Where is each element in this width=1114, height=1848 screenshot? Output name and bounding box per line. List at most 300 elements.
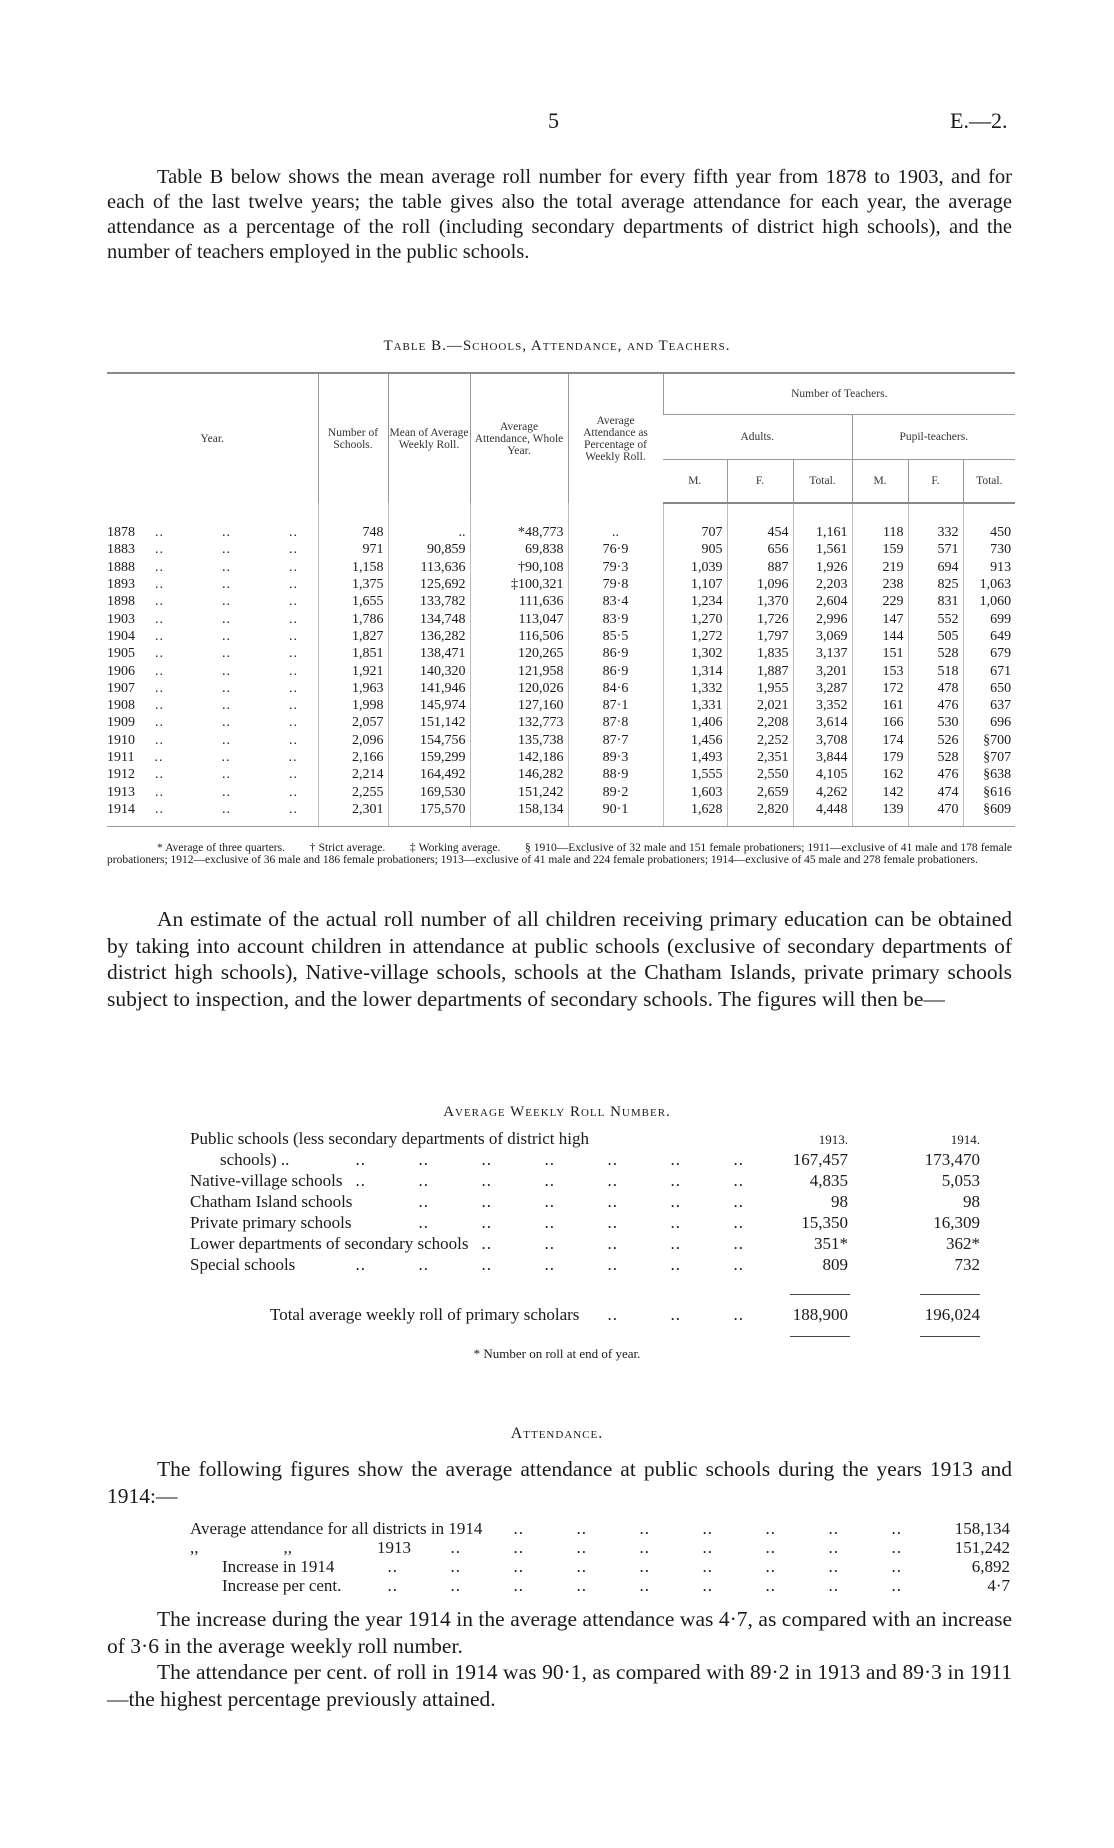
table-row xyxy=(107,628,1015,645)
leader-dots: .. xyxy=(289,732,298,748)
table-row xyxy=(107,680,1015,697)
cell-adults-m: 1,628 xyxy=(663,801,727,827)
cell-attendance: 158,134 xyxy=(470,801,568,827)
subtotal-rule-1913 xyxy=(790,1294,850,1295)
cell-pupil-f: 470 xyxy=(908,801,963,827)
cell-mean-roll: 113,636 xyxy=(388,559,470,576)
year-value: 1878 xyxy=(107,524,135,540)
footnote-dagger: † Strict average. xyxy=(309,842,386,854)
cell-mean-roll: .. xyxy=(388,503,470,541)
leader-dots: .. xyxy=(222,801,231,817)
attendance-row xyxy=(190,1518,1010,1539)
table-row xyxy=(107,645,1015,662)
cell-mean-roll: 145,974 xyxy=(388,697,470,714)
weekly-roll-note: * Number on roll at end of year. xyxy=(473,1346,641,1361)
cell-pupil-m: 179 xyxy=(852,749,908,766)
cell-pupil-f: 825 xyxy=(908,576,963,593)
leader-dots: .. xyxy=(155,698,164,714)
cell-pupil-total: 649 xyxy=(963,628,1015,645)
weekly-roll-table xyxy=(190,1128,980,1358)
leader-dots: .. .. .. xyxy=(607,1305,744,1324)
value-1913: 167,457 xyxy=(792,1150,848,1169)
value-1914: 16,309 xyxy=(933,1213,980,1232)
cell-year xyxy=(107,697,318,714)
year-value: 1907 xyxy=(107,680,135,696)
cell-pupil-total: 730 xyxy=(963,541,1015,558)
weekly-roll-row xyxy=(190,1254,980,1275)
cell-pupil-total: 913 xyxy=(963,559,1015,576)
cell-adults-m: 1,332 xyxy=(663,680,727,697)
cell-pupil-total: 679 xyxy=(963,645,1015,662)
cell-schools: 1,158 xyxy=(318,559,388,576)
leader-dots: .. .. .. .. .. .. .. .. .. xyxy=(387,1557,902,1576)
cell-pupil-total: 450 xyxy=(963,503,1015,541)
table-b-body xyxy=(107,503,1015,827)
leader-dots: .. xyxy=(222,663,231,679)
total-1914: 196,024 xyxy=(924,1305,980,1324)
cell-percentage: 89·3 xyxy=(568,749,663,766)
leader-dots: .. xyxy=(155,680,164,696)
leader-dots: .. xyxy=(289,594,298,610)
row-label: Increase in 1914 xyxy=(222,1557,335,1576)
leader-dots: .. .. .. .. .. .. xyxy=(418,1192,744,1211)
cell-year xyxy=(107,749,318,766)
cell-mean-roll: 133,782 xyxy=(388,593,470,610)
weekly-roll-row xyxy=(190,1191,980,1212)
value-1913: 351* xyxy=(814,1234,848,1253)
leader-dots: .. xyxy=(222,646,231,662)
cell-mean-roll: 90,859 xyxy=(388,541,470,558)
cell-schools: 971 xyxy=(318,541,388,558)
leader-dots: .. xyxy=(289,542,298,558)
cell-adults-m: 1,493 xyxy=(663,749,727,766)
leader-dots: .. xyxy=(155,577,164,593)
cell-pupil-total: 671 xyxy=(963,662,1015,679)
year-value: 1883 xyxy=(107,542,135,558)
cell-pupil-f: 694 xyxy=(908,559,963,576)
attendance-title: Attendance. xyxy=(510,1425,604,1442)
table-row xyxy=(107,593,1015,610)
cell-adults-m: 1,302 xyxy=(663,645,727,662)
leader-dots: .. xyxy=(222,577,231,593)
header-adults: Adults. xyxy=(663,415,852,460)
header-adults-total: Total. xyxy=(793,460,852,504)
table-row xyxy=(107,766,1015,783)
leader-dots: .. xyxy=(221,750,231,765)
leader-dots: .. .. .. .. .. .. xyxy=(418,1213,744,1232)
cell-pupil-total: 637 xyxy=(963,697,1015,714)
cell-year xyxy=(107,662,318,679)
leader-dots: .. xyxy=(222,784,231,800)
leader-dots: .. xyxy=(155,663,164,679)
cell-mean-roll: 141,946 xyxy=(388,680,470,697)
year-value: 1914 xyxy=(107,801,135,817)
leader-dots: .. xyxy=(155,732,164,748)
leader-dots: .. .. .. .. .. .. .. xyxy=(513,1519,902,1538)
cell-pupil-m: 139 xyxy=(852,801,908,827)
value-1914: 98 xyxy=(963,1192,980,1211)
cell-adults-total: 2,996 xyxy=(793,610,852,627)
value-1914: 732 xyxy=(954,1255,980,1274)
cell-percentage: 90·1 xyxy=(568,801,663,827)
cell-percentage: 84·6 xyxy=(568,680,663,697)
table-row xyxy=(107,697,1015,714)
leader-dots: .. xyxy=(289,577,298,593)
cell-adults-total: 3,614 xyxy=(793,714,852,731)
cell-pupil-total: 696 xyxy=(963,714,1015,731)
cell-pupil-total: §700 xyxy=(963,732,1015,749)
cell-schools: 2,214 xyxy=(318,766,388,783)
cell-percentage: 79·8 xyxy=(568,576,663,593)
leader-dots: .. xyxy=(289,784,298,800)
cell-adults-f: 1,096 xyxy=(727,576,793,593)
row-label: Native-village schools xyxy=(190,1171,343,1190)
cell-adults-m: 1,234 xyxy=(663,593,727,610)
cell-adults-total: 2,203 xyxy=(793,576,852,593)
cell-pupil-f: 528 xyxy=(908,645,963,662)
cell-attendance: 116,506 xyxy=(470,628,568,645)
cell-pupil-m: 166 xyxy=(852,714,908,731)
header-teachers: Number of Teachers. xyxy=(663,373,1015,415)
year-value: 1904 xyxy=(107,628,135,644)
cell-percentage: 86·9 xyxy=(568,645,663,662)
cell-year xyxy=(107,576,318,593)
leader-dots: .. xyxy=(155,524,164,540)
intro-paragraph: Table B below shows the mean average roll number for every fifth year from 1878 to 1903, and for each of the last twelve years; the table gives also the total average attendance for each year, the average attendance as a percentage of the roll (including secondary departments of district high schools), and the number of teachers employed in the public schools. xyxy=(107,166,1012,263)
cell-schools: 2,166 xyxy=(318,749,388,766)
cell-adults-f: 1,955 xyxy=(727,680,793,697)
cell-attendance: 111,636 xyxy=(470,593,568,610)
row-label: Average attendance for all districts in 1914 xyxy=(190,1519,483,1538)
cell-schools: 1,375 xyxy=(318,576,388,593)
cell-pupil-m: 142 xyxy=(852,783,908,800)
table-row xyxy=(107,559,1015,576)
footnote-section: § 1910—Exclusive of 32 male and 151 female probationers; 1911—exclusive of 41 male and 178 female probationers; 1912—exclusive of 36 male and 186 female probationers; 1913—exclusive of 41 male and 224 female probationers; 1914—exclusive of 45 male and 278 female probationers. xyxy=(107,842,1013,866)
cell-year xyxy=(107,559,318,576)
header-year: Year. xyxy=(107,373,318,503)
weekly-roll-row xyxy=(190,1233,980,1254)
cell-adults-m: 1,107 xyxy=(663,576,727,593)
table-row xyxy=(107,610,1015,627)
cell-percentage: 76·9 xyxy=(568,541,663,558)
estimate-paragraph: An estimate of the actual roll number of all children receiving primary education can be obtained by taking into account children in attendance at public schools (exclusive of secondary departments of district high schools), Native-village schools, schools at the Chatham Islands, private primary schools subject to inspection, and the lower departments of secondary schools. The figures will then be— xyxy=(107,907,1012,1011)
cell-adults-total: 2,604 xyxy=(793,593,852,610)
header-schools: Number of Schools. xyxy=(318,373,388,503)
table-row xyxy=(107,801,1015,827)
footnote-ddagger: ‡ Working average. xyxy=(409,842,501,854)
cell-adults-f: 887 xyxy=(727,559,793,576)
leader-dots: .. xyxy=(289,715,298,731)
leader-dots: .. xyxy=(155,594,164,610)
leader-dots: .. xyxy=(222,680,231,696)
cell-schools: 1,827 xyxy=(318,628,388,645)
attendance-row xyxy=(222,1556,1010,1577)
leader-dots: .. xyxy=(289,801,298,817)
cell-pupil-total: 1,063 xyxy=(963,576,1015,593)
leader-dots: .. xyxy=(155,784,164,800)
attendance-row xyxy=(222,1575,1010,1596)
cell-adults-total: 3,708 xyxy=(793,732,852,749)
leader-dots: .. xyxy=(155,801,164,817)
row-label: ,, ,, 1913 xyxy=(190,1538,411,1557)
table-row xyxy=(107,576,1015,593)
year-value: 1906 xyxy=(107,663,135,679)
attendance-value: 151,242 xyxy=(954,1538,1010,1557)
value-1914: 5,053 xyxy=(941,1171,980,1190)
header-mean-roll: Mean of Average Weekly Roll. xyxy=(388,373,470,503)
cell-attendance: †90,108 xyxy=(470,559,568,576)
leader-dots: .. .. .. .. .. xyxy=(481,1234,744,1253)
attendance-intro: The following figures show the average attendance at public schools during the years 1913 and 1914:— xyxy=(107,1457,1012,1508)
cell-adults-m: 1,314 xyxy=(663,662,727,679)
cell-adults-f: 1,797 xyxy=(727,628,793,645)
attendance-value: 4·7 xyxy=(987,1576,1010,1595)
cell-adults-total: 1,561 xyxy=(793,541,852,558)
cell-schools: 1,921 xyxy=(318,662,388,679)
attendance-value: 158,134 xyxy=(954,1519,1010,1538)
cell-percentage: 88·9 xyxy=(568,766,663,783)
cell-mean-roll: 136,282 xyxy=(388,628,470,645)
header-pupil-teachers: Pupil-teachers. xyxy=(852,415,1015,460)
leader-dots: .. xyxy=(222,767,231,783)
total-1913: 188,900 xyxy=(792,1305,848,1324)
cell-mean-roll: 134,748 xyxy=(388,610,470,627)
cell-attendance: 120,026 xyxy=(470,680,568,697)
cell-pupil-f: 831 xyxy=(908,593,963,610)
cell-adults-m: 1,270 xyxy=(663,610,727,627)
table-b xyxy=(107,372,1015,827)
total-rule-1914 xyxy=(920,1336,980,1337)
cell-pupil-m: 118 xyxy=(852,503,908,541)
cell-attendance: *48,773 xyxy=(470,503,568,541)
cell-attendance: 146,282 xyxy=(470,766,568,783)
cell-pupil-m: 161 xyxy=(852,697,908,714)
leader-dots: .. xyxy=(222,611,231,627)
row-label: Chatham Island schools xyxy=(190,1192,353,1211)
cell-schools: 1,851 xyxy=(318,645,388,662)
cell-percentage: 87·8 xyxy=(568,714,663,731)
leader-dots: .. xyxy=(288,750,298,765)
leader-dots: .. .. .. .. .. .. .. xyxy=(355,1150,744,1169)
cell-attendance: 151,242 xyxy=(470,783,568,800)
cell-adults-total: 3,287 xyxy=(793,680,852,697)
leader-dots: .. xyxy=(289,698,298,714)
cell-percentage: 87·1 xyxy=(568,697,663,714)
cell-adults-f: 656 xyxy=(727,541,793,558)
cell-pupil-m: 238 xyxy=(852,576,908,593)
leader-dots: .. xyxy=(155,628,164,644)
cell-pupil-total: §638 xyxy=(963,766,1015,783)
cell-pupil-f: 530 xyxy=(908,714,963,731)
row-label: Lower departments of secondary schools xyxy=(190,1234,469,1253)
year-value: 1905 xyxy=(107,646,135,662)
cell-percentage: 83·4 xyxy=(568,593,663,610)
cell-pupil-m: 174 xyxy=(852,732,908,749)
leader-dots: .. xyxy=(222,715,231,731)
cell-attendance: ‡100,321 xyxy=(470,576,568,593)
cell-adults-m: 1,039 xyxy=(663,559,727,576)
year-value: 1903 xyxy=(107,611,135,627)
cell-pupil-total: 699 xyxy=(963,610,1015,627)
value-1913: 15,350 xyxy=(801,1213,848,1232)
weekly-roll-header-row xyxy=(190,1128,980,1149)
subtotal-rule-1914 xyxy=(920,1294,980,1295)
cell-year xyxy=(107,766,318,783)
cell-pupil-total: 650 xyxy=(963,680,1015,697)
cell-adults-m: 707 xyxy=(663,503,727,541)
weekly-roll-row xyxy=(190,1170,980,1191)
cell-pupil-f: 505 xyxy=(908,628,963,645)
header-percentage: Average Attendance as Percentage of Weekly Roll. xyxy=(568,373,663,503)
value-1914: 173,470 xyxy=(924,1150,980,1169)
cell-schools: 748 xyxy=(318,503,388,541)
attendance-value: 6,892 xyxy=(971,1557,1010,1576)
leader-dots: .. xyxy=(222,698,231,714)
leader-dots: .. xyxy=(222,628,231,644)
leader-dots: .. xyxy=(154,750,164,765)
year-value: 1908 xyxy=(107,698,135,714)
attendance-paragraphs xyxy=(107,1606,1012,1712)
cell-adults-total: 1,926 xyxy=(793,559,852,576)
cell-pupil-total: §707 xyxy=(963,749,1015,766)
year-value: 1898 xyxy=(107,594,135,610)
cell-schools: 2,301 xyxy=(318,801,388,827)
table-b-title: Table B.—Schools, Attendance, and Teachers. xyxy=(383,338,731,354)
cell-adults-total: 3,137 xyxy=(793,645,852,662)
weekly-roll-title: Average Weekly Roll Number. xyxy=(443,1104,671,1120)
weekly-roll-row xyxy=(190,1212,980,1233)
leader-dots: .. xyxy=(222,559,231,575)
leader-dots: .. xyxy=(289,559,298,575)
year-value: 1910 xyxy=(107,732,135,748)
cell-adults-f: 1,726 xyxy=(727,610,793,627)
cell-schools: 2,057 xyxy=(318,714,388,731)
cell-pupil-total: §609 xyxy=(963,801,1015,827)
cell-attendance: 113,047 xyxy=(470,610,568,627)
leader-dots: .. xyxy=(155,559,164,575)
cell-adults-f: 1,370 xyxy=(727,593,793,610)
cell-pupil-f: 332 xyxy=(908,503,963,541)
cell-mean-roll: 169,530 xyxy=(388,783,470,800)
cell-year xyxy=(107,503,318,541)
cell-adults-m: 1,603 xyxy=(663,783,727,800)
year-value: 1913 xyxy=(107,784,135,800)
year-value: 1909 xyxy=(107,715,135,731)
leader-dots: .. xyxy=(155,646,164,662)
cell-pupil-f: 552 xyxy=(908,610,963,627)
cell-mean-roll: 140,320 xyxy=(388,662,470,679)
year-value: 1888 xyxy=(107,559,135,575)
year-value: 1912 xyxy=(107,767,135,783)
leader-dots: .. xyxy=(289,646,298,662)
leader-dots: .. .. .. .. .. .. .. .. xyxy=(450,1538,902,1557)
header-adults-f: F. xyxy=(727,460,793,504)
cell-pupil-m: 219 xyxy=(852,559,908,576)
cell-adults-f: 454 xyxy=(727,503,793,541)
cell-percentage: 85·5 xyxy=(568,628,663,645)
cell-adults-m: 905 xyxy=(663,541,727,558)
cell-year xyxy=(107,732,318,749)
cell-mean-roll: 154,756 xyxy=(388,732,470,749)
cell-percentage: 83·9 xyxy=(568,610,663,627)
cell-adults-f: 1,835 xyxy=(727,645,793,662)
leader-dots: .. xyxy=(289,663,298,679)
cell-adults-f: 2,659 xyxy=(727,783,793,800)
cell-percentage: 89·2 xyxy=(568,783,663,800)
cell-pupil-m: 229 xyxy=(852,593,908,610)
attendance-figures xyxy=(190,1518,1010,1603)
cell-percentage: 86·9 xyxy=(568,662,663,679)
cell-pupil-f: 528 xyxy=(908,749,963,766)
cell-adults-total: 4,448 xyxy=(793,801,852,827)
table-row xyxy=(107,732,1015,749)
cell-pupil-m: 153 xyxy=(852,662,908,679)
cell-adults-m: 1,555 xyxy=(663,766,727,783)
cell-schools: 2,096 xyxy=(318,732,388,749)
cell-year xyxy=(107,680,318,697)
cell-mean-roll: 175,570 xyxy=(388,801,470,827)
cell-year xyxy=(107,628,318,645)
cell-year xyxy=(107,801,318,827)
col-1914: 1914. xyxy=(950,1132,980,1147)
cell-attendance: 69,838 xyxy=(470,541,568,558)
leader-dots: .. xyxy=(222,732,231,748)
cell-adults-total: 1,161 xyxy=(793,503,852,541)
table-row xyxy=(107,503,1015,541)
cell-schools: 1,998 xyxy=(318,697,388,714)
value-1913: 4,835 xyxy=(809,1171,848,1190)
leader-dots: .. xyxy=(289,628,298,644)
cell-attendance: 132,773 xyxy=(470,714,568,731)
cell-adults-total: 4,105 xyxy=(793,766,852,783)
cell-schools: 1,786 xyxy=(318,610,388,627)
cell-adults-total: 3,069 xyxy=(793,628,852,645)
cell-pupil-f: 571 xyxy=(908,541,963,558)
cell-mean-roll: 125,692 xyxy=(388,576,470,593)
value-1914: 362* xyxy=(946,1234,980,1253)
attendance-row xyxy=(190,1537,1010,1558)
cell-pupil-m: 144 xyxy=(852,628,908,645)
cell-schools: 2,255 xyxy=(318,783,388,800)
year-value: 1911 xyxy=(107,750,135,765)
cell-adults-total: 4,262 xyxy=(793,783,852,800)
leader-dots: .. .. .. .. .. .. .. .. .. xyxy=(387,1576,902,1595)
header-pupil-f: F. xyxy=(908,460,963,504)
table-row xyxy=(107,783,1015,800)
cell-attendance: 127,160 xyxy=(470,697,568,714)
cell-pupil-total: §616 xyxy=(963,783,1015,800)
leader-dots: .. xyxy=(155,542,164,558)
cell-pupil-f: 476 xyxy=(908,697,963,714)
cell-adults-m: 1,272 xyxy=(663,628,727,645)
cell-adults-m: 1,406 xyxy=(663,714,727,731)
leader-dots: .. xyxy=(155,767,164,783)
cell-pupil-m: 147 xyxy=(852,610,908,627)
cell-percentage: .. xyxy=(568,503,663,541)
leader-dots: .. xyxy=(289,767,298,783)
cell-year xyxy=(107,645,318,662)
page-number: 5 xyxy=(548,108,559,133)
header-attendance: Average Attendance, Whole Year. xyxy=(470,373,568,503)
cell-adults-f: 2,208 xyxy=(727,714,793,731)
header-pupil-total: Total. xyxy=(963,460,1015,504)
leader-dots: .. xyxy=(289,524,298,540)
leader-dots: .. xyxy=(155,611,164,627)
cell-pupil-m: 159 xyxy=(852,541,908,558)
cell-pupil-f: 474 xyxy=(908,783,963,800)
leader-dots: .. xyxy=(222,524,231,540)
cell-adults-total: 3,844 xyxy=(793,749,852,766)
